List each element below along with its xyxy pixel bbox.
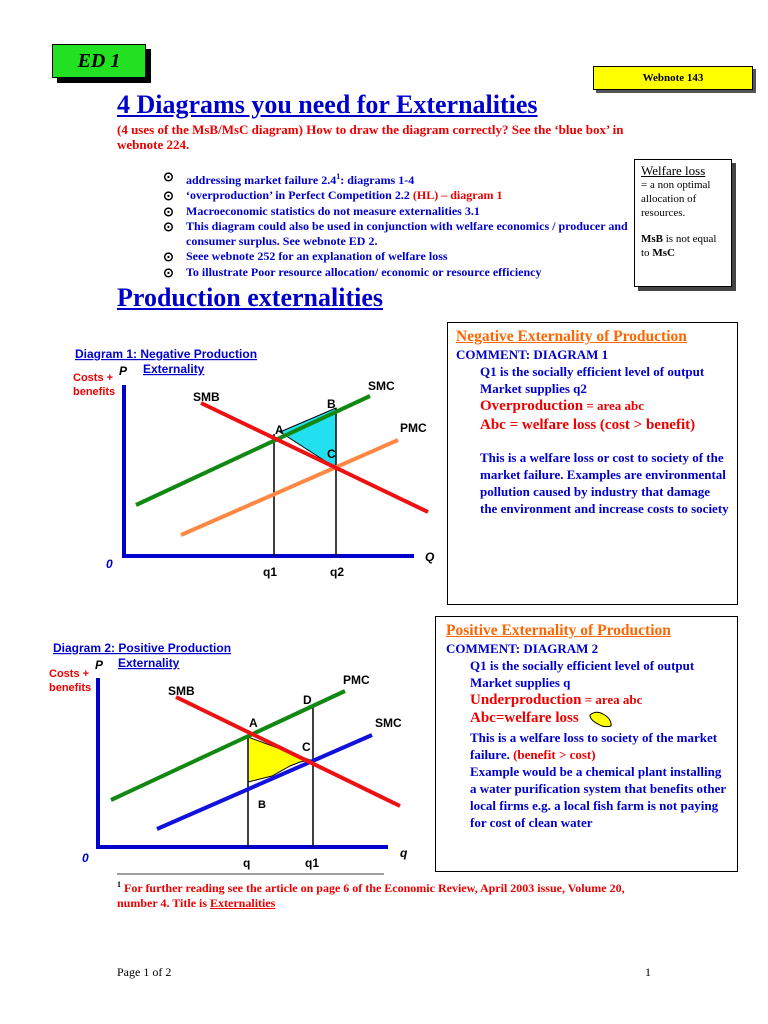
diagram2-pmc-label: PMC (343, 673, 370, 687)
yellow-area-icon (586, 709, 616, 729)
diagram1-origin: 0 (106, 557, 113, 571)
list-item: ⊙ This diagram could also be used in conjunction with welfare economics / producer and consumer surplus. See webnote ED 2. (163, 218, 628, 249)
diagram2-q-tick-label: q (243, 856, 251, 870)
diagram1-q1-label: q1 (263, 565, 278, 579)
diagram2-point-b: B (258, 799, 266, 811)
footnote-link[interactable]: Externalities (210, 896, 276, 910)
diagram2-ylabel-2: benefits (49, 682, 92, 694)
page-counter: Page 1 of 2 (117, 965, 172, 979)
bullet-icon: ⊙ (163, 264, 174, 280)
comment1-paragraph: This is a welfare loss or cost to society of the market failure. Examples are environmental pollution caused by industry that damage the environment and increase costs to society (480, 450, 729, 516)
bullet-icon: ⊙ (163, 169, 174, 184)
welfare-loss-title: Welfare loss (641, 163, 706, 178)
welfare-loss-note: MsB is not equal to MsC (641, 233, 717, 259)
list-item: ⊙ Seee webnote 252 for an explanation of welfare loss (163, 249, 448, 265)
diagram2-q-label: q (400, 846, 408, 860)
diagram2-point-a: A (249, 716, 258, 730)
diagram2-smc-label: SMC (375, 716, 402, 730)
comment1-line-2: Market supplies q2 (480, 381, 587, 396)
diagram1-title-2: Externality (143, 362, 205, 376)
section-title: Production externalities (117, 283, 383, 312)
comment1-heading: Negative Externality of Production (456, 328, 687, 345)
welfare-loss-definition: = a non optimal allocation of resources. (641, 179, 711, 219)
comment2-welfare-loss-row: Abc=welfare loss (446, 709, 729, 729)
comment2-line-2: Market supplies q (470, 675, 571, 690)
diagram1-point-a: A (275, 423, 284, 437)
diagram1-point-b: B (327, 397, 336, 411)
list-item: ⊙ Macroeconomic statistics do not measure externalities 3.1 (163, 203, 480, 219)
diagram2-origin: 0 (82, 851, 89, 865)
diagram2-smb-curve (176, 697, 400, 806)
comment2-label: COMMENT: DIAGRAM 2 (446, 641, 599, 656)
comment-box-diagram1 (447, 322, 738, 605)
diagram1-title: Diagram 1: Negative Production (75, 347, 258, 361)
diagram2-point-c: C (302, 740, 311, 754)
document-code-badge: ED 1 (52, 44, 146, 78)
diagram2-title: Diagram 2: Positive Production (53, 641, 232, 655)
page-subtitle: (4 uses of the MsB/MsC diagram) How to draw the diagram correctly? See the ‘blue box’ in webnote 224. (117, 122, 624, 152)
diagram1-q-label: Q (425, 550, 435, 564)
webnote-label: Webnote 143 (593, 66, 753, 90)
diagram2-title-2: Externality (118, 656, 180, 670)
bullet-icon: ⊙ (163, 249, 174, 265)
list-item: ⊙ ‘overproduction’ in Perfect Competition 2.2 (HL) – diagram 1 (163, 188, 503, 204)
bullet-icon: ⊙ (163, 203, 174, 219)
list-item: ⊙ addressing market failure $2.4^1$: diagrams 1-4 (163, 169, 415, 187)
diagram2-p-label: P (95, 658, 104, 672)
diagram2-q1-label: q1 (305, 856, 320, 870)
page-title: 4 Diagrams you need for Externalities (117, 90, 538, 119)
diagram1-p-label: P (119, 364, 128, 378)
diagram1-pmc-label: PMC (400, 421, 427, 435)
diagram2-smb-label: SMB (168, 684, 195, 698)
bullet-icon: ⊙ (163, 188, 174, 204)
comment2-line: Q1 is the socially efficient level of output (470, 658, 695, 673)
diagram1-smb-label: SMB (193, 390, 220, 404)
list-item: ⊙ To illustrate Poor resource allocation/ economic or resource efficiency (163, 264, 542, 280)
diagram1-pmc-curve (181, 440, 398, 535)
comment2-paragraph: This is a welfare loss to society of the market failure. (benefit > cost) (470, 730, 718, 763)
diagram1-ylabel: Costs + (73, 372, 114, 384)
comment2-example: Example would be a chemical plant installing a water purification system that benefits other local firms e.g. a local fish farm is not paying for cost of clean water (470, 764, 726, 831)
comment2-underproduction: Underproduction = area abc (470, 692, 643, 708)
diagram1-smc-label: SMC (368, 379, 395, 393)
bullet-icon: ⊙ (163, 218, 174, 234)
diagram2-ylabel: Costs + (49, 668, 90, 680)
diagram1-point-c: C (327, 447, 336, 461)
page-number: 1 (645, 965, 651, 979)
comment2-heading: Positive Externality of Production (446, 622, 671, 639)
comment1-label: COMMENT: DIAGRAM 1 (456, 347, 609, 362)
comment-box-diagram2 (435, 616, 738, 872)
diagram2-point-d: D (303, 693, 312, 707)
diagram1-ylabel-2: benefits (73, 386, 116, 398)
footnote: $^1$ For further reading see the article on page 6 of the Economic Review, April 2003 issue, Volume 20, number 4. Title is Externalities (117, 880, 625, 910)
comment1-overproduction: Overproduction = area abc (480, 398, 645, 414)
diagram1-q2-label: q2 (330, 565, 345, 579)
comment1-line: Q1 is the socially efficient level of output (480, 364, 705, 379)
comment1-welfare-loss: Abc = welfare loss (cost > benefit) (480, 417, 696, 433)
